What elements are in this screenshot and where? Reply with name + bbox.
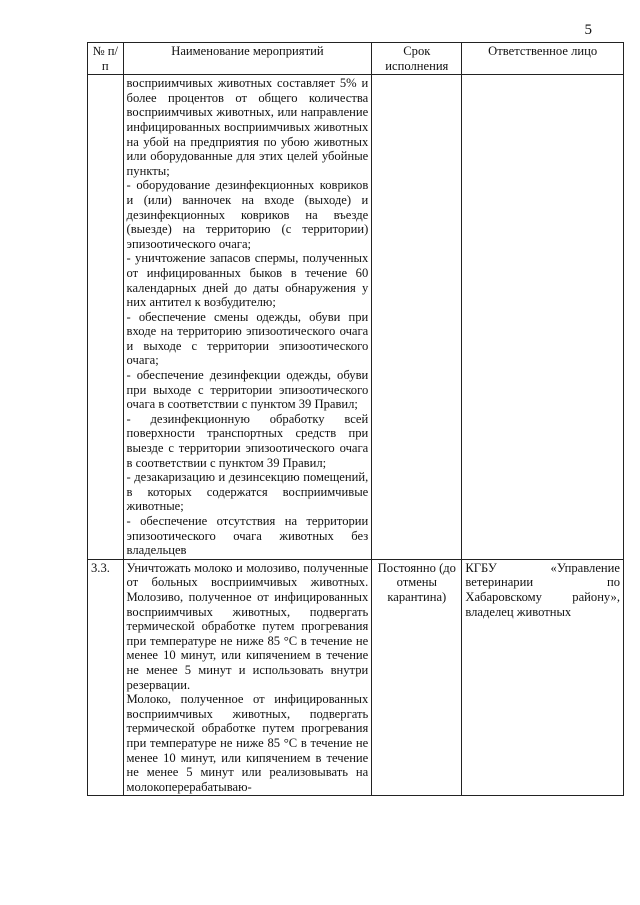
cell-term-empty [372,75,462,560]
measure-text: - обеспечение дезинфекции одежды, обуви при выходе с территории эпизоотического очага в соответствии с пунктом 39 Правил; [126,368,369,412]
measures-table [87,42,624,796]
measure-text: - уничтожение запасов спермы, полученных от инфицированных быков в течение 60 календарных дней до даты обнаружения у них антител к возбудителю; [126,251,369,310]
cell-measures [123,559,372,796]
measure-text: - дезинфекционную обработку всей поверхности транспортных средств при выезде с территории эпизоотического очага в соответствии с пунктом 39 Правил; [126,411,369,470]
header-num: № п/п [88,43,124,75]
table-row-3-3 [88,559,624,796]
measure-text: - обеспечение смены одежды, обуви при входе на территорию эпизоотического очага и выходе с территории эпизоотического очага; [126,309,369,368]
measure-text: восприимчивых животных составляет 5% и более процентов от общего количества восприимчивых животных, или направление инфицированных восприимчивых животных на убой на предприятия по убою животных или оборудованные для этих целей убойные пункты; [126,76,369,178]
measure-text: Уничтожать молоко и молозиво, полученные от больных восприимчивых животных. Молозиво, полученное от инфицированных восприимчивых животных, подвергать термической обработке путем прогревания при температуре не ниже 85 °С в течение не менее 10 минут, или кипячением в течение не менее 5 минут и использовать внутри резервации. [126,560,369,692]
header-term: Срок исполнения [372,43,462,75]
cell-term: Постоянно (до отмены карантина) [372,559,462,796]
measure-text: - дезакаризацию и дезинсекцию помещений, в которых содержатся восприимчивые животные; [126,470,369,514]
cell-num: 3.3. [88,559,124,796]
page-number: 5 [584,22,592,38]
header-responsible: Ответственное лицо [462,43,624,75]
cell-responsible: КГБУ «Управление ветеринарии по Хабаровскому району», владелец животных [462,559,624,796]
measure-text: - обеспечение отсутствия на территории эпизоотического очага животных без владельцев [126,514,369,558]
measure-text: Молоко, полученное от инфицированных восприимчивых животных, подвергать термической обработке путем прогревания при температуре не ниже 85 °С в течение не менее 10 минут, или кипячением в течение не менее 5 минут или реализовывать на молокоперерабатываю- [126,692,369,794]
cell-measures-continued [123,75,372,560]
header-name: Наименование мероприятий [123,43,372,75]
cell-responsible-empty [462,75,624,560]
cell-num-empty [88,75,124,560]
table-row-continuation [88,75,624,560]
table-header-row [88,43,624,75]
measure-text: - оборудование дезинфекционных ковриков и (или) ванночек на входе (выходе) и дезинфекционных ковриков на въезде (выезде) на территорию (с территории) эпизоотического очага; [126,178,369,251]
